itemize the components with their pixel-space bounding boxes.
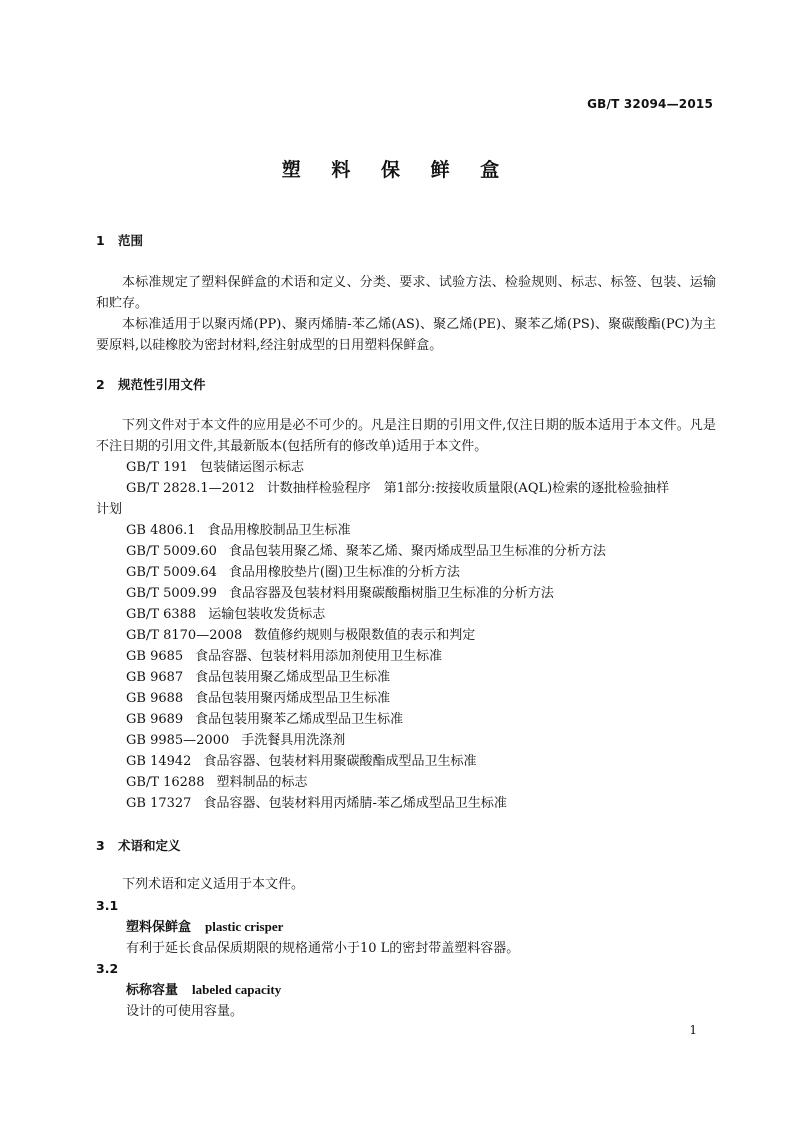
- reference-code: GB/T 5009.64: [126, 565, 217, 580]
- section-number: 2: [96, 377, 105, 392]
- section-scope: [96, 230, 716, 251]
- standard-code: GB/T 32094—2015: [587, 97, 713, 111]
- reference-code: GB 14942: [126, 754, 192, 769]
- reference-item: [96, 730, 716, 751]
- reference-item: [96, 541, 716, 562]
- reference-item: [96, 478, 716, 520]
- reference-title: 包装储运图示标志: [199, 460, 304, 475]
- reference-item: [96, 751, 716, 772]
- term-name: [96, 979, 716, 1001]
- term-definition: 设计的可使用容量。: [126, 1004, 244, 1019]
- term-entry: [96, 958, 716, 1022]
- reference-code: GB/T 2828.1—2012: [126, 481, 255, 496]
- scope-body: [96, 272, 716, 356]
- term-definition: 有利于延长食品保质期限的规格通常小于10 L的密封带盖塑料容器。: [126, 941, 520, 956]
- reference-code: GB 9688: [126, 691, 184, 706]
- section-number: 3: [96, 838, 105, 853]
- term-en: plastic crisper: [205, 919, 284, 934]
- reference-item: [96, 772, 716, 793]
- reference-title-continued: 计划: [96, 502, 123, 517]
- document-title: 塑 料 保 鲜 盒: [281, 159, 512, 181]
- paragraph: 下列术语和定义适用于本文件。: [122, 877, 305, 892]
- reference-code: GB 9985—2000: [126, 733, 230, 748]
- reference-code: GB/T 5009.60: [126, 544, 217, 559]
- reference-title: 食品容器、包装材料用聚碳酸酯成型品卫生标准: [203, 754, 477, 769]
- page-number: 1: [689, 1023, 697, 1037]
- term-zh: 标称容量: [126, 983, 179, 998]
- section-heading: [96, 835, 716, 856]
- term-number: 3.2: [96, 961, 119, 976]
- reference-item: [96, 646, 716, 667]
- section-title: 范围: [118, 233, 144, 248]
- reference-title: 计数抽样检验程序 第1部分:按接收质量限(AQL)检索的逐批检验抽样: [266, 481, 670, 496]
- term-entry: [96, 895, 716, 959]
- reference-item: [96, 520, 716, 541]
- reference-title: 食品容器、包装材料用添加剂使用卫生标准: [195, 649, 443, 664]
- reference-item: [96, 562, 716, 583]
- reference-item: [96, 583, 716, 604]
- reference-item: [96, 604, 716, 625]
- section-title: 术语和定义: [118, 838, 181, 853]
- reference-title: 食品包装用聚苯乙烯成型品卫生标准: [195, 712, 404, 727]
- reference-item: [96, 793, 716, 814]
- reference-title: 食品包装用聚乙烯成型品卫生标准: [195, 670, 391, 685]
- terms-body: [96, 874, 716, 895]
- term-name: [96, 916, 716, 938]
- term-number: 3.1: [96, 898, 119, 913]
- reference-title: 塑料制品的标志: [216, 775, 308, 790]
- reference-title: 食品容器及包装材料用聚碳酸酯树脂卫生标准的分析方法: [228, 586, 554, 601]
- section-normative-references: [96, 374, 716, 395]
- reference-code: GB 4806.1: [126, 523, 196, 538]
- reference-code: GB 9685: [126, 649, 184, 664]
- reference-item: [96, 625, 716, 646]
- reference-title: 数值修约规则与极限数值的表示和判定: [254, 628, 476, 643]
- reference-title: 食品用橡胶垫片(圈)卫生标准的分析方法: [228, 565, 461, 580]
- reference-code: GB/T 8170—2008: [126, 628, 243, 643]
- reference-code: GB/T 16288: [126, 775, 205, 790]
- reference-code: GB 9687: [126, 670, 184, 685]
- reference-item: [96, 709, 716, 730]
- reference-item: [96, 457, 716, 478]
- section-heading: [96, 374, 716, 395]
- reference-code: GB/T 6388: [126, 607, 197, 622]
- section-terms-definitions: [96, 835, 716, 856]
- section-heading: [96, 230, 716, 251]
- paragraph: 本标准适用于以聚丙烯(PP)、聚丙烯腈-苯乙烯(AS)、聚乙烯(PE)、聚苯乙烯(PS)、聚碳酸酯(PC)为主要原料,以硅橡胶为密封材料,经注射成型的日用塑料保鲜盒。: [96, 317, 716, 353]
- term-en: labeled capacity: [192, 982, 282, 997]
- section-number: 1: [96, 233, 105, 248]
- references-body: [96, 415, 716, 814]
- reference-item: [96, 688, 716, 709]
- reference-item: [96, 667, 716, 688]
- reference-code: GB 9689: [126, 712, 184, 727]
- reference-code: GB 17327: [126, 796, 192, 811]
- reference-title: 食品包装用聚丙烯成型品卫生标准: [195, 691, 391, 706]
- reference-code: GB/T 191: [126, 460, 188, 475]
- reference-code: GB/T 5009.99: [126, 586, 217, 601]
- reference-title: 食品容器、包装材料用丙烯腈-苯乙烯成型品卫生标准: [203, 796, 507, 811]
- reference-title: 食品包装用聚乙烯、聚苯乙烯、聚丙烯成型品卫生标准的分析方法: [228, 544, 606, 559]
- reference-title: 手洗餐具用洗涤剂: [241, 733, 346, 748]
- paragraph: 本标准规定了塑料保鲜盒的术语和定义、分类、要求、试验方法、检验规则、标志、标签、包装、运输和贮存。: [96, 275, 716, 311]
- paragraph: 下列文件对于本文件的应用是必不可少的。凡是注日期的引用文件,仅注日期的版本适用于本文件。凡是不注日期的引用文件,其最新版本(包括所有的修改单)适用于本文件。: [96, 418, 716, 454]
- reference-title: 食品用橡胶制品卫生标准: [207, 523, 351, 538]
- term-zh: 塑料保鲜盒: [126, 920, 192, 935]
- section-title: 规范性引用文件: [118, 377, 206, 392]
- reference-title: 运输包装收发货标志: [208, 607, 326, 622]
